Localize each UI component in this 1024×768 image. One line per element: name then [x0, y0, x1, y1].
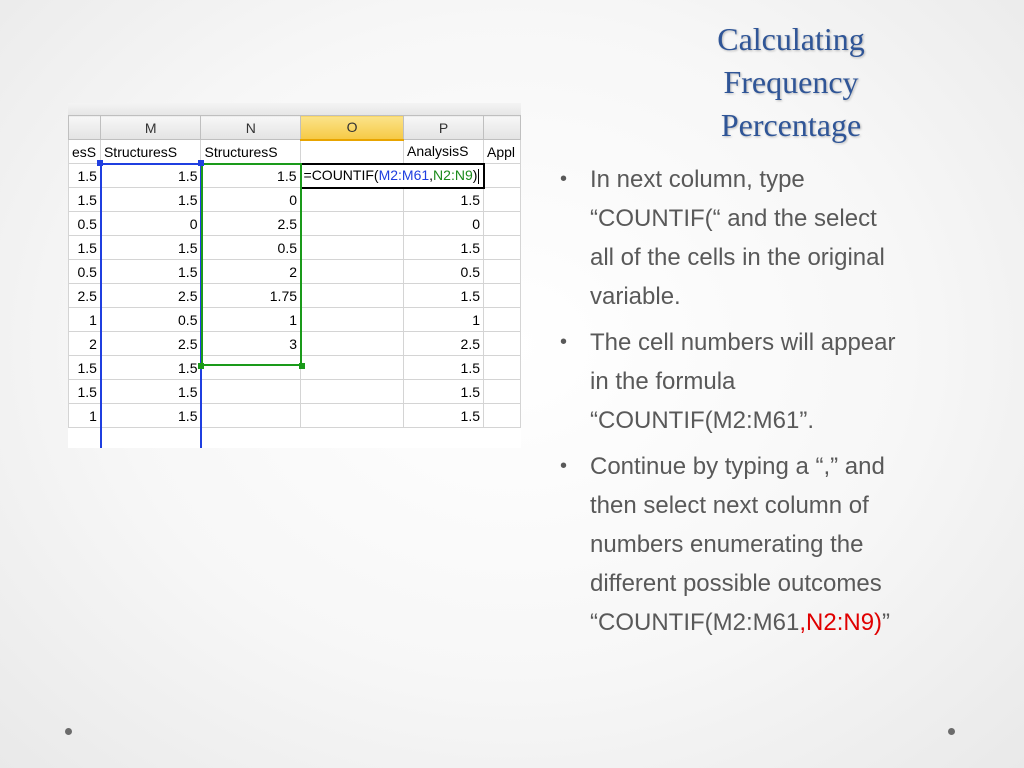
- cell[interactable]: 0: [201, 188, 301, 212]
- cell[interactable]: [484, 260, 521, 284]
- cell[interactable]: 1.5: [100, 380, 201, 404]
- cell[interactable]: [301, 140, 404, 164]
- bullet-item: [560, 447, 1000, 642]
- formula-highlight: ,N2:N9): [799, 609, 883, 636]
- table-row: [69, 356, 521, 380]
- cell[interactable]: [484, 332, 521, 356]
- cell[interactable]: 1.5: [100, 404, 201, 428]
- cell[interactable]: [484, 164, 521, 188]
- bullet-line: “COUNTIF(M2:M61”.: [590, 407, 814, 434]
- cell[interactable]: 1: [69, 404, 101, 428]
- title-line: Calculating: [717, 21, 865, 57]
- cell[interactable]: [301, 404, 404, 428]
- cell[interactable]: 2.5: [100, 332, 201, 356]
- cell[interactable]: 1.5: [100, 164, 201, 188]
- cell[interactable]: 2: [201, 260, 301, 284]
- cell[interactable]: [301, 332, 404, 356]
- formula-text-end: ”: [882, 609, 891, 636]
- bullet-line: “COUNTIF(“ and the select: [590, 205, 877, 232]
- bullet-dot-icon: •: [560, 168, 568, 190]
- cell[interactable]: 0: [100, 212, 201, 236]
- table-row: [69, 212, 521, 236]
- column-header-row: [69, 116, 521, 140]
- cell[interactable]: 2.5: [100, 284, 201, 308]
- cell[interactable]: 1.5: [404, 284, 484, 308]
- column-header-o[interactable]: O: [301, 116, 404, 140]
- column-header-n[interactable]: N: [201, 116, 301, 140]
- cell[interactable]: StructuresS: [100, 140, 201, 164]
- bullet-line: Continue by typing a “,” and: [590, 453, 885, 480]
- bullet-line: variable.: [590, 283, 681, 310]
- table-row: [69, 260, 521, 284]
- cell[interactable]: 0: [404, 212, 484, 236]
- cell[interactable]: 1.5: [100, 260, 201, 284]
- cell[interactable]: 1.5: [404, 404, 484, 428]
- cell[interactable]: 3: [201, 332, 301, 356]
- cell[interactable]: esS: [69, 140, 101, 164]
- cell[interactable]: [301, 212, 404, 236]
- bullet-line: in the formula: [590, 368, 736, 395]
- cell[interactable]: 1.5: [69, 188, 101, 212]
- bullet-line: numbers enumerating the: [590, 531, 864, 558]
- cell[interactable]: 1: [69, 308, 101, 332]
- slide-title: [660, 18, 922, 147]
- bullet-list: [560, 160, 1000, 649]
- title-line: Frequency: [723, 64, 859, 100]
- bullet-line-formula: [590, 603, 1000, 642]
- cell[interactable]: AnalysisS: [404, 140, 484, 164]
- formula-text: “COUNTIF(M2:M61: [590, 609, 800, 636]
- cell[interactable]: 1.5: [100, 236, 201, 260]
- bullet-line: In next column, type: [590, 166, 805, 193]
- table-row: [69, 164, 521, 188]
- table-row: [69, 188, 521, 212]
- cell[interactable]: 1.5: [201, 164, 301, 188]
- spreadsheet-screenshot: [68, 103, 521, 448]
- cell[interactable]: [301, 236, 404, 260]
- bullet-item: [560, 323, 1000, 440]
- cell[interactable]: [484, 380, 521, 404]
- cell[interactable]: 2.5: [201, 212, 301, 236]
- table-row: [69, 380, 521, 404]
- table-row: [69, 236, 521, 260]
- cell[interactable]: 2.5: [404, 332, 484, 356]
- formula-cell[interactable]: [301, 164, 484, 188]
- cell[interactable]: StructuresS: [201, 140, 301, 164]
- cell[interactable]: 0.5: [201, 236, 301, 260]
- table-row: [69, 284, 521, 308]
- range-handle[interactable]: [198, 160, 204, 166]
- title-line: Percentage: [720, 107, 862, 143]
- cell[interactable]: 1: [404, 308, 484, 332]
- cell[interactable]: [484, 356, 521, 380]
- cell[interactable]: [484, 188, 521, 212]
- cell[interactable]: [201, 404, 301, 428]
- bullet-item: [560, 160, 1000, 316]
- cell[interactable]: 1.5: [404, 188, 484, 212]
- column-header[interactable]: [69, 116, 101, 140]
- column-header-m[interactable]: M: [100, 116, 201, 140]
- cell[interactable]: 0.5: [69, 260, 101, 284]
- column-header[interactable]: [484, 116, 521, 140]
- cell[interactable]: [301, 260, 404, 284]
- cell[interactable]: 1.5: [69, 356, 101, 380]
- cell[interactable]: 2.5: [69, 284, 101, 308]
- cell[interactable]: [301, 356, 404, 380]
- formula-prefix: =COUNTIF(: [303, 167, 379, 184]
- cell[interactable]: [484, 284, 521, 308]
- cell[interactable]: [484, 212, 521, 236]
- cell[interactable]: [201, 380, 301, 404]
- formula-range-m: M2:M61: [378, 167, 430, 184]
- cell[interactable]: 1: [201, 308, 301, 332]
- cell[interactable]: [301, 284, 404, 308]
- cell[interactable]: [484, 404, 521, 428]
- bullet-line: all of the cells in the original: [590, 244, 885, 271]
- cell[interactable]: 1.5: [69, 164, 101, 188]
- formula-comma: ,: [429, 167, 434, 184]
- column-header-p[interactable]: P: [404, 116, 484, 140]
- table-row: [69, 308, 521, 332]
- range-handle[interactable]: [299, 363, 305, 369]
- spreadsheet-grid: [68, 115, 521, 428]
- cell[interactable]: [484, 236, 521, 260]
- cell[interactable]: [484, 308, 521, 332]
- cell[interactable]: 1.75: [201, 284, 301, 308]
- table-row: [69, 404, 521, 428]
- text-cursor: [478, 169, 479, 184]
- cell[interactable]: 1.5: [100, 356, 201, 380]
- cell[interactable]: 1.5: [404, 356, 484, 380]
- corner-dot-icon: [65, 728, 72, 735]
- cell[interactable]: 1.5: [404, 380, 484, 404]
- cell[interactable]: Appl: [484, 140, 521, 164]
- table-row: [69, 332, 521, 356]
- bullet-dot-icon: •: [560, 455, 568, 477]
- formula-suffix: ): [472, 167, 478, 184]
- cell[interactable]: 0.5: [100, 308, 201, 332]
- field-name-row: [69, 140, 521, 164]
- corner-dot-icon: [948, 728, 955, 735]
- cell[interactable]: 2: [69, 332, 101, 356]
- cell[interactable]: [301, 308, 404, 332]
- bullet-line: different possible outcomes: [590, 570, 882, 597]
- cell[interactable]: 1.5: [404, 236, 484, 260]
- cell[interactable]: 1.5: [100, 188, 201, 212]
- cell[interactable]: 0.5: [404, 260, 484, 284]
- cell[interactable]: 1.5: [69, 380, 101, 404]
- cell[interactable]: [301, 380, 404, 404]
- cell[interactable]: 1.5: [69, 236, 101, 260]
- cell[interactable]: [301, 188, 404, 212]
- bullet-line: then select next column of: [590, 492, 869, 519]
- formula-range-n: N2:N9: [433, 167, 473, 184]
- range-handle[interactable]: [97, 160, 103, 166]
- cell[interactable]: [201, 356, 301, 380]
- bullet-dot-icon: •: [560, 331, 568, 353]
- range-handle[interactable]: [198, 363, 204, 369]
- bullet-line: The cell numbers will appear: [590, 329, 896, 356]
- cell[interactable]: 0.5: [69, 212, 101, 236]
